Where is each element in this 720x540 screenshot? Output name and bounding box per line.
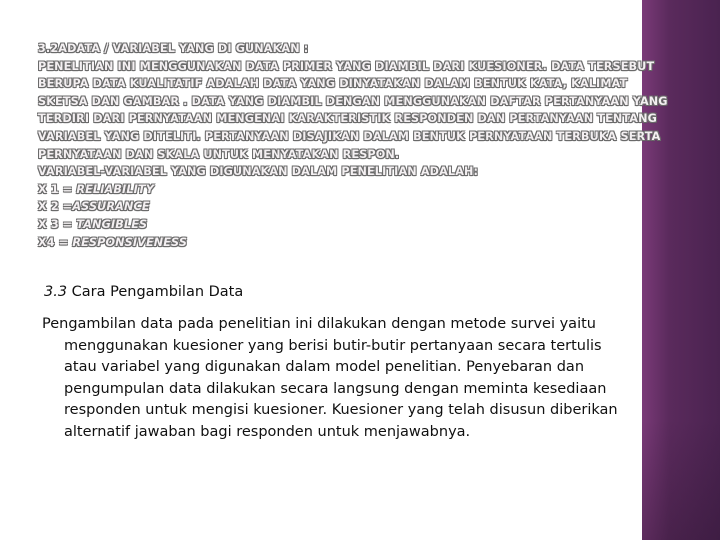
variables-text-line: BERUPA DATA KUALITATIF ADALAH DATA YANG DINYATAKAN DALAM BENTUK KATA, KALIMAT <box>38 77 628 91</box>
variable-item <box>38 216 688 234</box>
variables-text-line: VARIABEL YANG DITELITI. PERTANYAAN DISAJIKAN DALAM BENTUK PERNYATAAN TERBUKA SERTA <box>38 129 661 143</box>
variable-item <box>38 198 688 216</box>
variables-section <box>38 40 688 251</box>
variable-name: ASSURANCE <box>72 200 150 214</box>
variable-name: TANGIBLES <box>76 217 148 231</box>
variable-item <box>38 234 688 252</box>
variable-prefix: X4 = <box>38 235 73 249</box>
variable-name: RESPONSIVENESS <box>72 235 188 249</box>
section-heading <box>44 284 243 300</box>
variables-list-intro: VARIABEL-VARIABEL YANG DIGUNAKAN DALAM PENELITIAN ADALAH: <box>38 165 479 179</box>
paragraph-line: pengumpulan data dilakukan secara langsung dengan meminta kesediaan <box>64 380 607 397</box>
variable-prefix: X 3 = <box>38 217 77 231</box>
variable-item <box>38 181 688 199</box>
variables-text-line: SKETSA DAN GAMBAR . DATA YANG DIAMBIL DENGAN MENGGUNAKAN DAFTAR PERTANYAAN YANG <box>38 94 668 108</box>
paragraph-line: alternatif jawaban bagi responden untuk menjawabnya. <box>64 423 471 440</box>
variable-prefix: X 2 = <box>38 200 73 214</box>
paragraph-line: menggunakan kuesioner yang berisi butir-butir pertanyaan secara tertulis <box>64 337 602 354</box>
paragraph-line: atau variabel yang digunakan dalam model penelitian. Penyebaran dan <box>64 359 585 375</box>
section-number: 3.3 <box>44 284 68 300</box>
variables-heading: 3.2ADATA / VARIABEL YANG DI GUNAKAN : <box>38 42 309 55</box>
paragraph-line: responden untuk mengisi kuesioner. Kuesioner yang telah disusun diberikan <box>64 402 618 418</box>
variable-name: RELIABILITY <box>76 182 154 196</box>
paragraph-line: Pengambilan data pada penelitian ini dilakukan dengan metode survei yaitu <box>42 316 596 332</box>
variable-prefix: X 1 = <box>38 182 77 196</box>
variables-text-line: PENELITIAN INI MENGGUNAKAN DATA PRIMER YANG DIAMBIL DARI KUESIONER. DATA TERSEBUT <box>38 59 655 73</box>
variables-text-line: PERNYATAAN DAN SKALA UNTUK MENYATAKAN RESPON. <box>38 147 400 161</box>
body-paragraph <box>42 314 692 443</box>
section-title: Cara Pengambilan Data <box>67 284 244 300</box>
variables-text-line: TERDIRI DARI PERNYATAAN MENGENAI KARAKTERISTIK RESPONDEN DAN PERTANYAAN TENTANG <box>38 112 657 126</box>
